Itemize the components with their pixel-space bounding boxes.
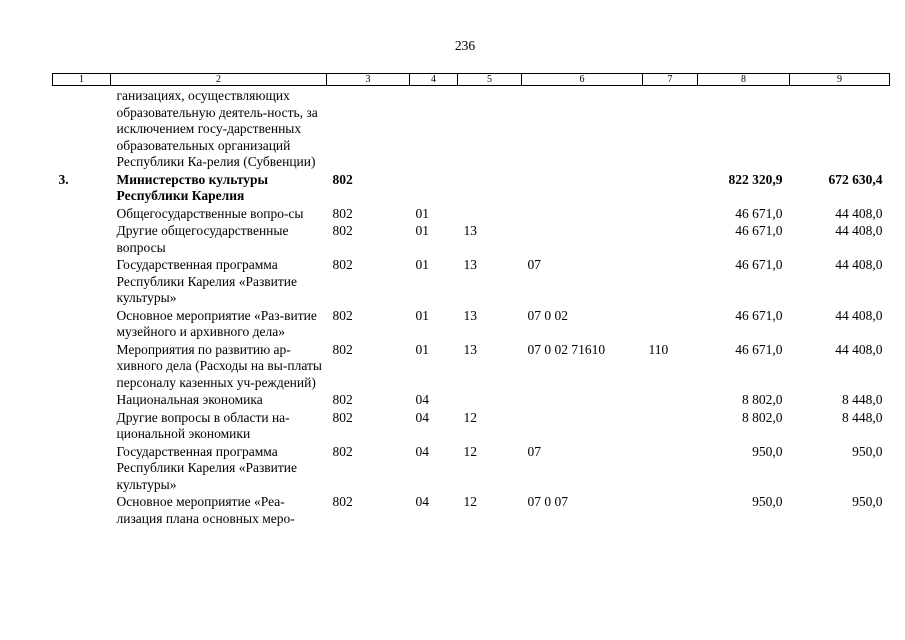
- table-row: [53, 223, 890, 257]
- grbs-code: 802: [332, 409, 353, 425]
- section-code: [410, 86, 458, 172]
- sum-year-1: 822 320,9: [728, 171, 783, 187]
- row-number: [53, 257, 111, 308]
- row-name: Другие вопросы в области на-циональной экономики: [116, 409, 290, 441]
- sum-year-2: [790, 86, 890, 172]
- row-number: [53, 308, 111, 342]
- column-header: 1: [53, 74, 111, 86]
- subsection-code: 13: [463, 307, 477, 323]
- row-name: Национальная экономика: [116, 392, 263, 407]
- table-row: [53, 308, 890, 342]
- sum-year-1: [698, 86, 790, 172]
- column-header: 4: [410, 74, 458, 86]
- grbs-code: 802: [332, 307, 353, 323]
- grbs-code: 802: [332, 494, 353, 509]
- sum-year-1: 46 671,0: [735, 223, 783, 238]
- expense-type-code: [643, 206, 698, 224]
- grbs-code: 802: [332, 392, 353, 407]
- subsection-code: 12: [463, 409, 477, 425]
- row-name: Основное мероприятие «Реа-лизация плана основных меро-: [116, 494, 295, 526]
- expense-type-code: [643, 410, 698, 444]
- row-number: [53, 206, 111, 224]
- budget-table: [52, 73, 890, 528]
- row-name: ганизациях, осуществляющих образовательную деятель-ность, за исключением госу-дарственных образовательных организаций Республики Ка-релия (Субвенции): [116, 88, 318, 169]
- sum-year-2: 672 630,4: [828, 171, 883, 187]
- target-article-code: 07: [527, 257, 541, 272]
- section-code: 04: [415, 409, 429, 425]
- row-name: Общегосударственные вопро-сы: [116, 205, 304, 221]
- subsection-code: [458, 86, 522, 172]
- target-article-code: [522, 392, 643, 410]
- row-number: [53, 86, 111, 172]
- expense-type-code: [643, 257, 698, 308]
- expense-type-code: [643, 444, 698, 495]
- expense-type-code: [643, 223, 698, 257]
- table-row: [53, 392, 890, 410]
- target-article-code: 07 0 02: [527, 307, 568, 323]
- sum-year-1: 950,0: [752, 494, 783, 509]
- row-number: 3.: [58, 171, 69, 187]
- row-number: [53, 444, 111, 495]
- sum-year-1: 46 671,0: [735, 205, 783, 221]
- expense-type-code: [643, 308, 698, 342]
- row-name: Другие общегосударственные вопросы: [116, 223, 289, 255]
- sum-year-2: 950,0: [852, 494, 883, 509]
- section-code: 04: [415, 494, 429, 509]
- grbs-code: 802: [332, 341, 353, 357]
- section-code: 04: [415, 443, 429, 459]
- target-article-code: [522, 410, 643, 444]
- sum-year-1: 8 802,0: [742, 392, 783, 407]
- expense-type-code: [643, 172, 698, 206]
- section-code: 01: [415, 257, 429, 272]
- expense-type-code: [643, 494, 698, 528]
- section-code: 01: [415, 205, 429, 221]
- table-row: [53, 257, 890, 308]
- column-header: 7: [643, 74, 698, 86]
- row-number: [53, 410, 111, 444]
- section-code: 01: [415, 223, 429, 238]
- table-row: [53, 172, 890, 206]
- sum-year-2: 44 408,0: [835, 307, 883, 323]
- sum-year-1: 950,0: [752, 443, 783, 459]
- column-header: 5: [458, 74, 522, 86]
- target-article-code: [522, 86, 643, 172]
- grbs-code: [327, 86, 410, 172]
- expense-type-code: [643, 86, 698, 172]
- table-row: [53, 342, 890, 393]
- column-header: 6: [522, 74, 643, 86]
- column-header: 8: [698, 74, 790, 86]
- subsection-code: [458, 172, 522, 206]
- target-article-code: 07: [527, 443, 541, 459]
- sum-year-1: 8 802,0: [742, 409, 783, 425]
- sum-year-2: 8 448,0: [842, 409, 883, 425]
- sum-year-2: 44 408,0: [835, 341, 883, 357]
- row-name: Государственная программа Республики Карелия «Развитие культуры»: [116, 257, 298, 305]
- target-article-code: [522, 206, 643, 224]
- target-article-code: 07 0 02 71610: [527, 341, 606, 357]
- subsection-code: 12: [463, 443, 477, 459]
- sum-year-2: 950,0: [852, 443, 883, 459]
- row-number: [53, 392, 111, 410]
- sum-year-1: 46 671,0: [735, 257, 783, 272]
- column-header: 9: [790, 74, 890, 86]
- sum-year-2: 8 448,0: [842, 392, 883, 407]
- sum-year-1: 46 671,0: [735, 341, 783, 357]
- row-number: [53, 223, 111, 257]
- target-article-code: [522, 223, 643, 257]
- column-header: 2: [111, 74, 327, 86]
- table-row: [53, 206, 890, 224]
- grbs-code: 802: [332, 171, 353, 187]
- subsection-code: 13: [463, 341, 477, 357]
- target-article-code: [522, 172, 643, 206]
- subsection-code: 13: [463, 223, 477, 238]
- row-name: Государственная программа Республики Карелия «Развитие культуры»: [116, 443, 298, 492]
- sum-year-2: 44 408,0: [835, 257, 883, 272]
- column-header: 3: [327, 74, 410, 86]
- row-number: [53, 494, 111, 528]
- row-number: [53, 342, 111, 393]
- column-number-header-row: [53, 74, 890, 86]
- subsection-code: [458, 392, 522, 410]
- subsection-code: 12: [463, 494, 477, 509]
- row-name: Мероприятия по развитию ар-хивного дела (Расходы на вы-платы персоналу казенных уч-реждений): [116, 341, 322, 390]
- sum-year-2: 44 408,0: [835, 223, 883, 238]
- table-row: [53, 410, 890, 444]
- section-code: 04: [415, 392, 429, 407]
- section-code: 01: [415, 341, 429, 357]
- sum-year-1: 46 671,0: [735, 307, 783, 323]
- table-row: [53, 86, 890, 172]
- subsection-code: [458, 206, 522, 224]
- table-row: [53, 494, 890, 528]
- grbs-code: 802: [332, 257, 353, 272]
- grbs-code: 802: [332, 223, 353, 238]
- row-name: Министерство культуры Республики Карелия: [116, 171, 269, 203]
- row-name: Основное мероприятие «Раз-витие музейного и архивного дела»: [116, 307, 317, 339]
- section-code: 01: [415, 307, 429, 323]
- grbs-code: 802: [332, 443, 353, 459]
- page-number: 236: [454, 38, 476, 53]
- expense-type-code: 110: [648, 341, 669, 357]
- sum-year-2: 44 408,0: [835, 205, 883, 221]
- table-row: [53, 444, 890, 495]
- target-article-code: 07 0 07: [527, 494, 568, 509]
- grbs-code: 802: [332, 205, 353, 221]
- subsection-code: 13: [463, 257, 477, 272]
- expense-type-code: [643, 392, 698, 410]
- section-code: [410, 172, 458, 206]
